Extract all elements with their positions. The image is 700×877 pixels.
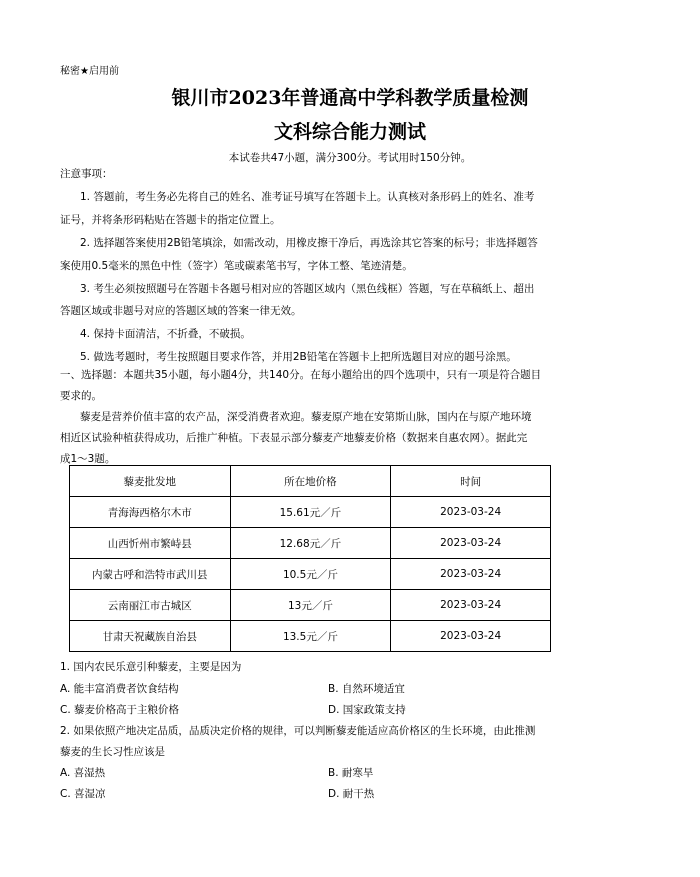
table-row	[70, 621, 551, 652]
question-1-option-c: C. 藜麦价格高于主粮价格	[60, 704, 180, 716]
table-header-row	[70, 466, 551, 497]
column-header: 所在地价格	[230, 466, 391, 497]
table-cell: 甘肃天祝藏族自治县	[70, 621, 231, 652]
table-cell: 13.5元／斤	[230, 621, 391, 652]
question-2-option-b: B. 耐寒旱	[328, 767, 374, 779]
confidential-mark: 秘密★启用前	[60, 66, 119, 77]
intro-text: 相近区试验种植获得成功，后推广种植。下表显示部分藜麦产地藜麦价格（数据来自惠农网）。据此完	[60, 432, 528, 444]
question-2-option-c: C. 喜湿凉	[60, 788, 106, 800]
section-heading: 一、选择题：本题共35小题，每小题4分，共140分。在每小题给出的四个选项中，只有一项是符合题目	[60, 369, 542, 381]
notice-item: 3. 考生必须按照题号在答题卡各题号相对应的答题区域内（黑色线框）答题，写在草稿纸上、超出	[80, 283, 535, 295]
table-cell: 山西忻州市繁峙县	[70, 528, 231, 559]
notice-item: 案使用0.5毫米的黑色中性（签字）笔或碳素笔书写，字体工整、笔迹清楚。	[60, 260, 413, 272]
question-2-option-d: D. 耐干热	[328, 788, 375, 800]
table-cell: 13元／斤	[230, 590, 391, 621]
table-row	[70, 590, 551, 621]
document-title: 银川市2023年普通高中学科教学质量检测	[171, 87, 529, 109]
table-cell: 青海海西格尔木市	[70, 497, 231, 528]
notice-item: 答题区域或非题号对应的答题区域的答案一律无效。	[60, 305, 302, 317]
table-cell: 15.61元／斤	[230, 497, 391, 528]
column-header: 时间	[391, 466, 551, 497]
notice-item: 4. 保持卡面清洁，不折叠，不破损。	[80, 328, 251, 340]
column-header: 藜麦批发地	[70, 466, 231, 497]
table-cell: 云南丽江市古城区	[70, 590, 231, 621]
question-1-option-b: B. 自然环境适宜	[328, 683, 405, 695]
question-2-option-a: A. 喜湿热	[60, 767, 106, 779]
quinoa-price-table	[69, 465, 551, 652]
notice-item: 证号，并将条形码粘贴在答题卡的指定位置上。	[60, 214, 281, 226]
table-row	[70, 497, 551, 528]
exam-info: 本试卷共47小题，满分300分。考试用时150分钟。	[228, 152, 472, 164]
table-cell: 2023-03-24	[391, 621, 551, 652]
table-cell: 12.68元／斤	[230, 528, 391, 559]
table-cell: 内蒙古呼和浩特市武川县	[70, 559, 231, 590]
table-row	[70, 528, 551, 559]
table-cell: 2023-03-24	[391, 497, 551, 528]
table-cell: 2023-03-24	[391, 559, 551, 590]
intro-text: 成1～3题。	[60, 453, 116, 465]
question-1-stem: 1. 国内农民乐意引种藜麦，主要是因为	[60, 661, 242, 673]
table-row	[70, 559, 551, 590]
section-heading-cont: 要求的。	[60, 390, 102, 402]
intro-text: 藜麦是营养价值丰富的农产品，深受消费者欢迎。藜麦原产地在安第斯山脉，国内在与原产地环境	[80, 411, 532, 423]
notice-item: 1. 答题前，考生务必先将自己的姓名、准考证号填写在答题卡上。认真核对条形码上的姓名、准考	[80, 191, 535, 203]
question-1-option-d: D. 国家政策支持	[328, 704, 406, 716]
question-2-stem: 2. 如果依照产地决定品质，品质决定价格的规律，可以判断藜麦能适应高价格区的生长环境，由此推测	[60, 725, 536, 737]
question-2-stem-cont: 藜麦的生长习性应该是	[60, 746, 165, 758]
table-cell: 2023-03-24	[391, 590, 551, 621]
table-cell: 10.5元／斤	[230, 559, 391, 590]
notice-item: 5. 做选考题时，考生按照题目要求作答，并用2B铅笔在答题卡上把所选题目对应的题号涂黑。	[80, 351, 517, 363]
document-subtitle: 文科综合能力测试	[273, 121, 426, 143]
notice-heading: 注意事项：	[60, 168, 113, 180]
question-1-option-a: A. 能丰富消费者饮食结构	[60, 683, 179, 695]
notice-item: 2. 选择题答案使用2B铅笔填涂，如需改动，用橡皮擦干净后，再选涂其它答案的标号；非选择题答	[80, 237, 538, 249]
table-cell: 2023-03-24	[391, 528, 551, 559]
